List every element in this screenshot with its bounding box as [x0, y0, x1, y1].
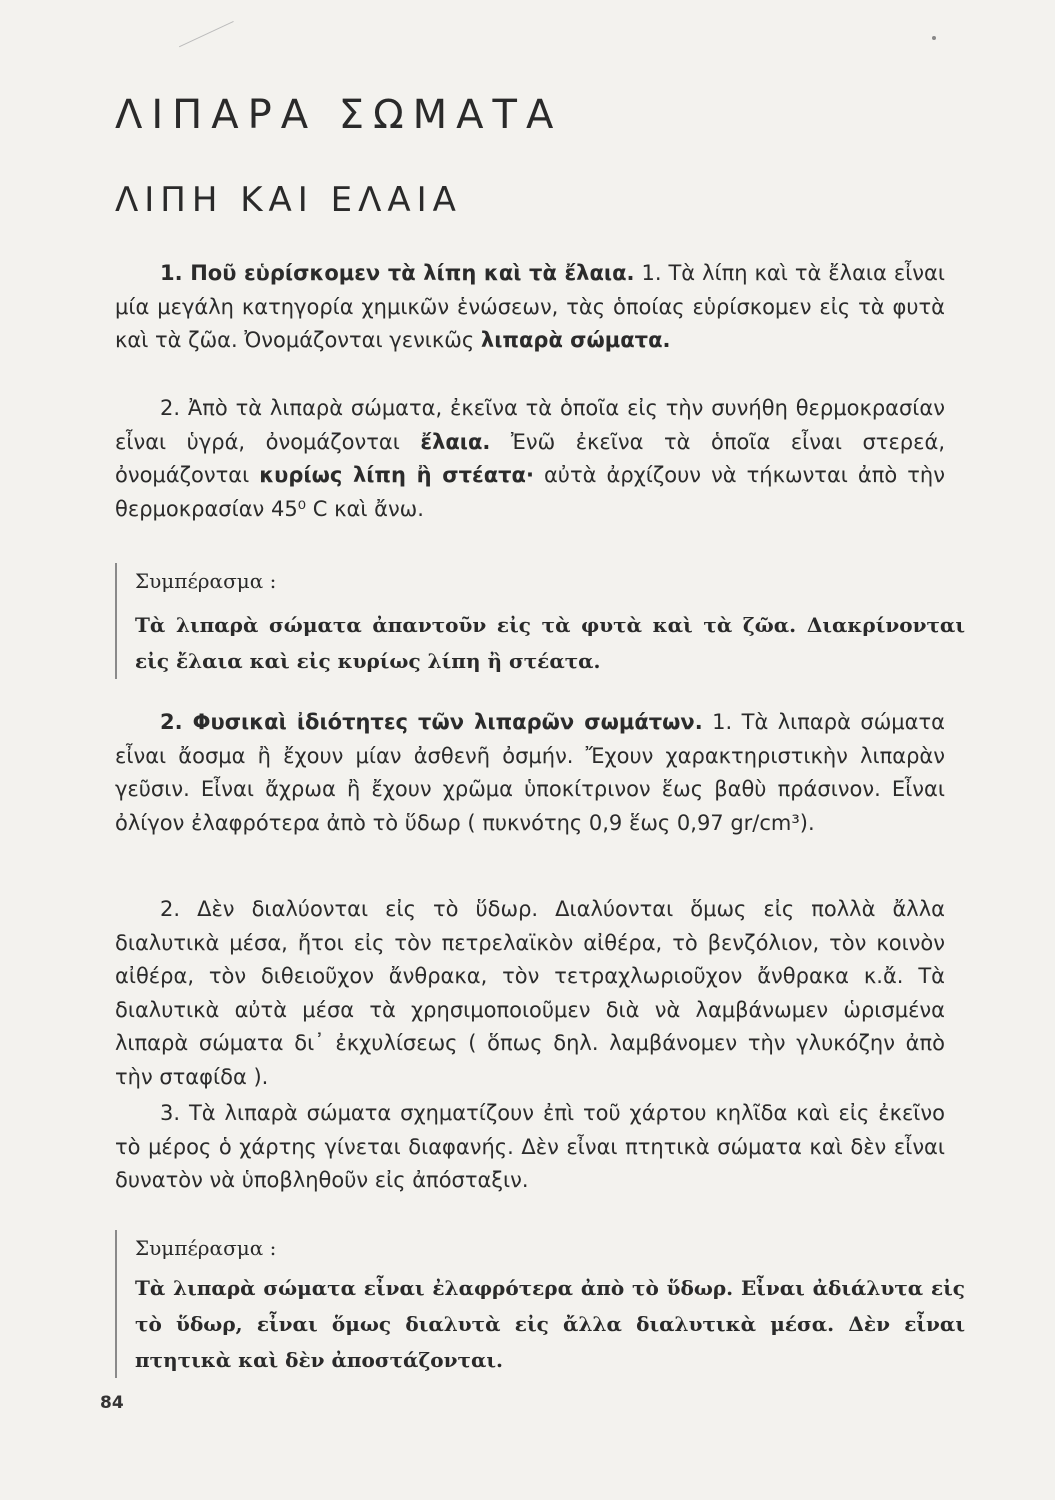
section-1-p1-text: 1. Τὰ λίπη καὶ τὰ ἔλαια εἶναι μία μεγάλη κατηγορία χημικῶν ἑνώσεων, τὰς ὁποίας εὑρίσκομεν εἰς τὰ φυτὰ καὶ τὰ ζῶα. Ὀνομάζονται γενικῶς: [115, 261, 945, 352]
conclusion-2-text: Τὰ λιπαρὰ σώματα εἶναι ἐλαφρότερα ἀπὸ τὸ ὕδωρ. Εἶναι ἀδιάλυτα εἰς τὸ ὕδωρ, εἶναι ὅμως διαλυτὰ εἰς ἄλλα διαλυτικὰ μέσα. Δὲν εἶναι πτητικὰ καὶ δὲν ἀποστάζονται.: [135, 1276, 965, 1372]
page-number: 84: [100, 1393, 124, 1413]
section-1-heading: 1. Ποῦ εὑρίσκομεν τὰ λίπη καὶ τὰ ἔλαια.: [160, 261, 635, 285]
section-1-paragraph-2: 2. Ἀπὸ τὰ λιπαρὰ σώματα, ἐκεῖνα τὰ ὁποῖα εἰς τὴν συνήθη θερμοκρασίαν εἶναι ὑγρά, ὀνομάζονται ἔλαια. Ἐνῶ ἐκεῖνα τὰ ὁποῖα εἶναι στερεά, ὀνομάζονται κυρίως λίπη ἢ στέατα· αὐτὰ ἀρχίζουν νὰ τήκωνται ἀπὸ τὴν θερμοκρασίαν 45⁰ C καὶ ἄνω.: [115, 396, 945, 521]
section-2-paragraph-1: 2. Φυσικαὶ ἰδιότητες τῶν λιπαρῶν σωμάτων. 1. Τὰ λιπαρὰ σώματα εἶναι ἄοσμα ἢ ἔχουν μίαν ἀσθενῆ ὀσμήν. Ἔχουν χαρακτηριστικὴν λιπαρὰν γεῦσιν. Εἶναι ἄχρωα ἢ ἔχουν χρῶμα ὑποκίτρινον ἕως βαθὺ πράσινον. Εἶναι ὀλίγον ἐλαφρότερα ἀπὸ τὸ ὕδωρ ( πυκνότης 0,9 ἕως 0,97 gr/cm³).: [115, 710, 945, 835]
conclusion-box-1: [115, 563, 965, 679]
section-2-heading: 2. Φυσικαὶ ἰδιότητες τῶν λιπαρῶν σωμάτων.: [160, 710, 703, 734]
section-1-paragraph-1: [115, 257, 945, 358]
conclusion-2-heading: Συμπέρασμα :: [135, 1236, 277, 1260]
section-1-p1-term: λιπαρὰ σώματα.: [480, 328, 671, 352]
conclusion-1-text: Τὰ λιπαρὰ σώματα ἀπαντοῦν εἰς τὰ φυτὰ καὶ τὰ ζῶα. Διακρίνονται εἰς ἔλαια καὶ εἰς κυρίως λίπη ἢ στέατα.: [135, 613, 965, 673]
section-2-paragraph-2: 2. Δὲν διαλύονται εἰς τὸ ὕδωρ. Διαλύονται ὅμως εἰς πολλὰ ἄλλα διαλυτικὰ μέσα, ἤτοι εἰς τὸν πετρελαϊκὸν αἰθέρα, τὸ βενζόλιον, τὸν κοινὸν αἰθέρα, τὸν διθειοῦχον ἄνθρακα, τὸν τετραχλωριοῦχον ἄνθρακα κ.ἄ. Τὰ διαλυτικὰ αὐτὰ μέσα τὰ χρησιμοποιοῦμεν διὰ νὰ λαμβάνωμεν ὡρισμένα λιπαρὰ σώματα δι᾿ ἐκχυλίσεως ( ὅπως δηλ. λαμβάνομεν τὴν γλυκόζην ἀπὸ τὴν σταφίδα ).: [115, 897, 945, 1089]
section-2-paragraph-3: 3. Τὰ λιπαρὰ σώματα σχηματίζουν ἐπὶ τοῦ χάρτου κηλῖδα καὶ εἰς ἐκεῖνο τὸ μέρος ὁ χάρτης γίνεται διαφανής. Δὲν εἶναι πτητικὰ σώματα καὶ δὲν εἶναι δυνατὸν νὰ ὑποβληθοῦν εἰς ἀπόσταξιν.: [115, 1101, 945, 1192]
pencil-mark: [166, 0, 233, 47]
chapter-subtitle: ΛΙΠΗ ΚΑΙ ΕΛΑΙΑ: [115, 180, 462, 220]
conclusion-box-2: [115, 1230, 965, 1378]
ink-dot: [932, 36, 936, 40]
conclusion-1-heading: Συμπέρασμα :: [135, 569, 277, 593]
chapter-title: ΛΙΠΑΡΑ ΣΩΜΑΤΑ: [115, 92, 563, 138]
